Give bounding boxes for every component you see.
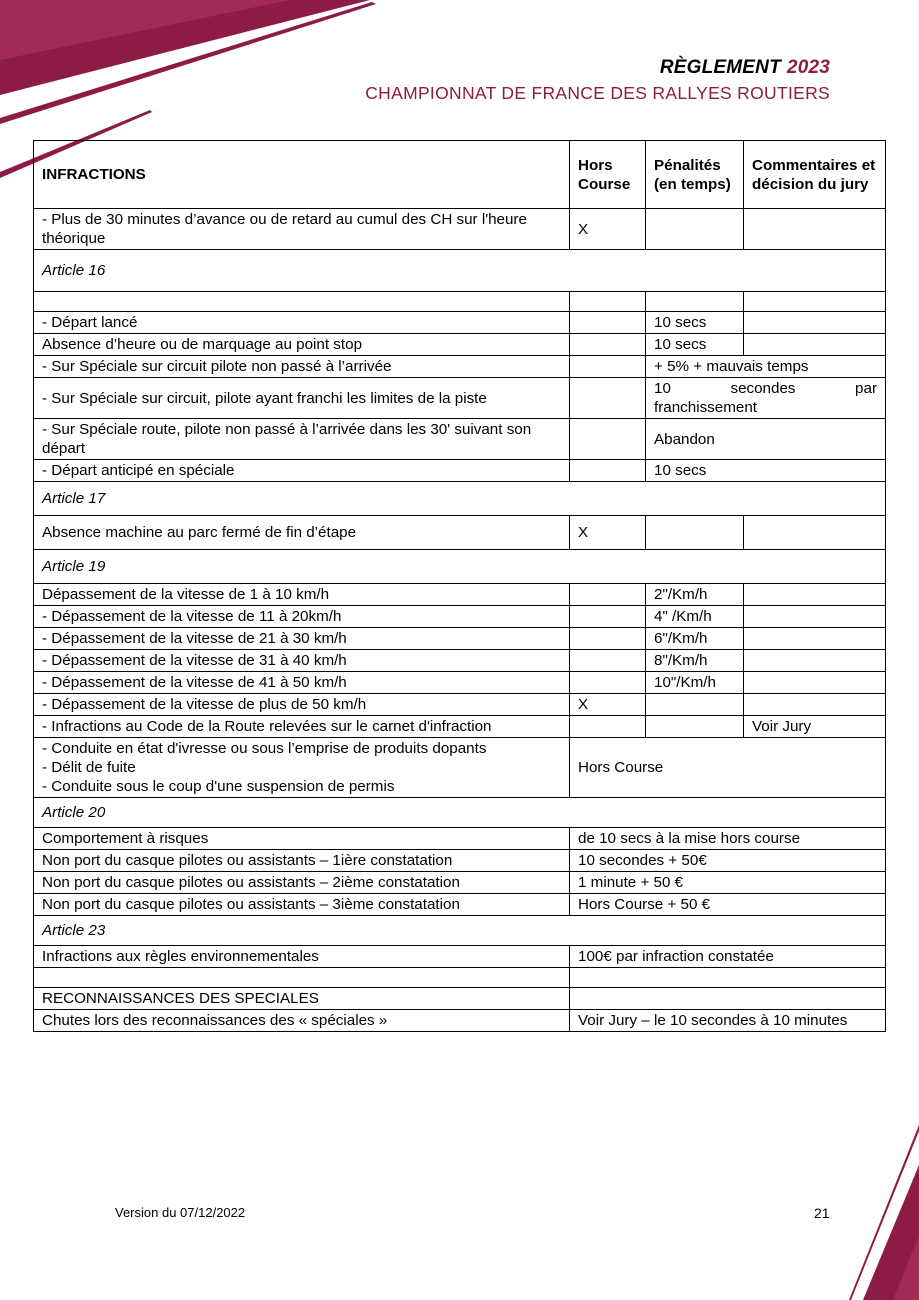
hors-course-cell: X bbox=[570, 209, 646, 250]
penalty-cell: + 5% + mauvais temps bbox=[646, 356, 886, 378]
bottom-right-stripes-decoration bbox=[849, 1125, 919, 1300]
hors-course-cell: X bbox=[570, 516, 646, 550]
penalty-word: par bbox=[855, 380, 877, 397]
header-commentaires: Commentaires et décision du jury bbox=[744, 141, 886, 209]
article-19-heading: Article 19 bbox=[34, 550, 886, 584]
table-header-row bbox=[34, 141, 886, 209]
table-row bbox=[34, 584, 886, 606]
footer-version: Version du 07/12/2022 bbox=[115, 1205, 246, 1220]
infraction-cell bbox=[34, 738, 570, 798]
table-row bbox=[34, 872, 886, 894]
title-year: 2023 bbox=[786, 57, 830, 78]
infraction-cell: - Dépassement de la vitesse de 21 à 30 km/h bbox=[34, 628, 570, 650]
document-title bbox=[365, 57, 830, 79]
penalty-cell bbox=[646, 209, 744, 250]
penalty-cell: 10 secs bbox=[646, 334, 744, 356]
comment-cell bbox=[744, 584, 886, 606]
comment-cell bbox=[744, 292, 886, 312]
infraction-cell bbox=[34, 292, 570, 312]
penalty-cell: 6"/Km/h bbox=[646, 628, 744, 650]
footer-page-number: 21 bbox=[814, 1205, 830, 1221]
comment-cell bbox=[744, 628, 886, 650]
penalty-word: secondes bbox=[730, 380, 796, 397]
penalty-cell: Abandon bbox=[646, 419, 886, 460]
article-heading-row bbox=[34, 916, 886, 946]
hors-course-cell bbox=[570, 356, 646, 378]
table-row bbox=[34, 516, 886, 550]
penalty-cell: Hors Course + 50 € bbox=[570, 894, 886, 916]
comment-cell bbox=[744, 209, 886, 250]
infraction-cell: - Plus de 30 minutes d’avance ou de retard au cumul des CH sur l'heure théorique bbox=[34, 209, 570, 250]
document-subtitle: CHAMPIONNAT DE FRANCE DES RALLYES ROUTIERS bbox=[365, 83, 830, 103]
penalty-cell: 100€ par infraction constatée bbox=[570, 946, 886, 968]
penalty-cell: Voir Jury – le 10 secondes à 10 minutes bbox=[570, 1010, 886, 1032]
infraction-cell: Dépassement de la vitesse de 1 à 10 km/h bbox=[34, 584, 570, 606]
comment-cell bbox=[744, 312, 886, 334]
infraction-cell: Absence machine au parc fermé de fin d’étape bbox=[34, 516, 570, 550]
penalty-cell: 10 secs bbox=[646, 312, 744, 334]
penalty-line-1 bbox=[654, 379, 877, 398]
penalty-word: 10 bbox=[654, 380, 671, 397]
table-row bbox=[34, 694, 886, 716]
table-row bbox=[34, 672, 886, 694]
penalty-cell bbox=[570, 988, 886, 1010]
infraction-cell: Absence d’heure ou de marquage au point stop bbox=[34, 334, 570, 356]
comment-cell: Voir Jury bbox=[744, 716, 886, 738]
table-row bbox=[34, 628, 886, 650]
hors-course-cell bbox=[570, 312, 646, 334]
table-row bbox=[34, 419, 886, 460]
title-text: RÈGLEMENT bbox=[659, 57, 781, 78]
hors-course-cell bbox=[570, 628, 646, 650]
hors-course-cell bbox=[570, 419, 646, 460]
infraction-cell: - Sur Spéciale route, pilote non passé à l’arrivée dans les 30' suivant son départ bbox=[34, 419, 570, 460]
infraction-cell: Chutes lors des reconnaissances des « spéciales » bbox=[34, 1010, 570, 1032]
table-row bbox=[34, 1010, 886, 1032]
article-23-heading: Article 23 bbox=[34, 916, 886, 946]
penalty-cell bbox=[646, 516, 744, 550]
penalty-cell bbox=[570, 968, 886, 988]
penalty-cell: 10 secondes + 50€ bbox=[570, 850, 886, 872]
hors-course-cell bbox=[570, 378, 646, 419]
comment-cell bbox=[744, 606, 886, 628]
table-row bbox=[34, 292, 886, 312]
header-hors-course: Hors Course bbox=[570, 141, 646, 209]
penalty-cell: 8"/Km/h bbox=[646, 650, 744, 672]
infraction-cell: Non port du casque pilotes ou assistants – 2ième constatation bbox=[34, 872, 570, 894]
infraction-cell: - Dépassement de la vitesse de plus de 50 km/h bbox=[34, 694, 570, 716]
table-row bbox=[34, 738, 886, 798]
article-17-heading: Article 17 bbox=[34, 482, 886, 516]
infraction-cell: - Sur Spéciale sur circuit, pilote ayant franchi les limites de la piste bbox=[34, 378, 570, 419]
comment-cell bbox=[744, 672, 886, 694]
penalty-cell bbox=[646, 694, 744, 716]
table-row bbox=[34, 894, 886, 916]
table-row bbox=[34, 312, 886, 334]
table-row bbox=[34, 356, 886, 378]
infraction-cell: Non port du casque pilotes ou assistants – 1ière constatation bbox=[34, 850, 570, 872]
table-row bbox=[34, 209, 886, 250]
table-row bbox=[34, 606, 886, 628]
penalty-cell: 10 secs bbox=[646, 460, 886, 482]
hors-course-cell bbox=[570, 460, 646, 482]
infraction-cell: - Infractions au Code de la Route relevées sur le carnet d'infraction bbox=[34, 716, 570, 738]
reconnaissances-heading: RECONNAISSANCES DES SPECIALES bbox=[34, 988, 570, 1010]
table-row bbox=[34, 946, 886, 968]
section-heading-row bbox=[34, 988, 886, 1010]
infraction-cell bbox=[34, 968, 570, 988]
hors-course-cell: Hors Course bbox=[570, 738, 886, 798]
comment-cell bbox=[744, 694, 886, 716]
infraction-cell: - Départ anticipé en spéciale bbox=[34, 460, 570, 482]
hors-course-cell bbox=[570, 716, 646, 738]
hors-course-cell bbox=[570, 334, 646, 356]
penalty-cell bbox=[646, 292, 744, 312]
infraction-cell: Non port du casque pilotes ou assistants – 3ième constatation bbox=[34, 894, 570, 916]
penalty-cell: de 10 secs à la mise hors course bbox=[570, 828, 886, 850]
penalty-cell bbox=[646, 716, 744, 738]
comment-cell bbox=[744, 334, 886, 356]
infraction-cell: Infractions aux règles environnementales bbox=[34, 946, 570, 968]
table-row bbox=[34, 378, 886, 419]
penalty-cell: 2"/Km/h bbox=[646, 584, 744, 606]
hors-course-cell bbox=[570, 650, 646, 672]
penalty-cell: 1 minute + 50 € bbox=[570, 872, 886, 894]
infraction-cell: Comportement à risques bbox=[34, 828, 570, 850]
table-row bbox=[34, 968, 886, 988]
infraction-cell: - Dépassement de la vitesse de 41 à 50 km/h bbox=[34, 672, 570, 694]
article-heading-row bbox=[34, 550, 886, 584]
comment-cell bbox=[744, 650, 886, 672]
infraction-cell: - Dépassement de la vitesse de 31 à 40 km/h bbox=[34, 650, 570, 672]
infractions-table bbox=[33, 140, 886, 1032]
penalty-line-2: franchissement bbox=[654, 399, 757, 416]
article-16-heading: Article 16 bbox=[34, 250, 886, 292]
article-heading-row bbox=[34, 250, 886, 292]
table-row bbox=[34, 650, 886, 672]
infraction-line: - Délit de fuite bbox=[42, 759, 136, 776]
table-row bbox=[34, 334, 886, 356]
table-row bbox=[34, 850, 886, 872]
header-penalites: Pénalités (en temps) bbox=[646, 141, 744, 209]
infraction-cell: - Départ lancé bbox=[34, 312, 570, 334]
penalty-cell: 4" /Km/h bbox=[646, 606, 744, 628]
hors-course-cell bbox=[570, 606, 646, 628]
table-row bbox=[34, 716, 886, 738]
infraction-line: - Conduite sous le coup d'une suspension de permis bbox=[42, 778, 395, 795]
hors-course-cell bbox=[570, 672, 646, 694]
header-infractions: INFRACTIONS bbox=[34, 141, 570, 209]
hors-course-cell bbox=[570, 584, 646, 606]
table-row bbox=[34, 460, 886, 482]
infraction-line: - Conduite en état d'ivresse ou sous l’emprise de produits dopants bbox=[42, 740, 487, 757]
document-header bbox=[365, 57, 830, 104]
article-20-heading: Article 20 bbox=[34, 798, 886, 828]
article-heading-row bbox=[34, 482, 886, 516]
hors-course-cell: X bbox=[570, 694, 646, 716]
penalty-cell: 10"/Km/h bbox=[646, 672, 744, 694]
hors-course-cell bbox=[570, 292, 646, 312]
infraction-cell: - Dépassement de la vitesse de 11 à 20km/h bbox=[34, 606, 570, 628]
penalty-cell bbox=[646, 378, 886, 419]
table-row bbox=[34, 828, 886, 850]
article-heading-row bbox=[34, 798, 886, 828]
comment-cell bbox=[744, 516, 886, 550]
infraction-cell: - Sur Spéciale sur circuit pilote non passé à l’arrivée bbox=[34, 356, 570, 378]
